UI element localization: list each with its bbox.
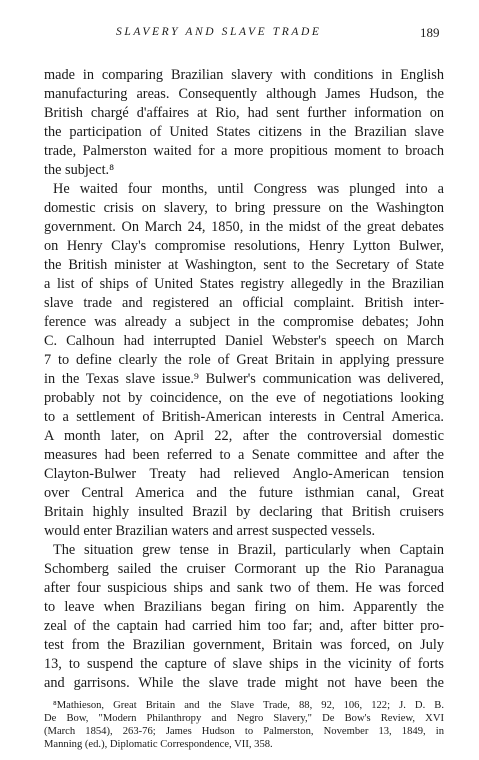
body-line: Britain highly insulted Brazil by declaring that British cruisers — [44, 504, 444, 520]
body-line: C. Calhoun had interrupted Daniel Webster's speech on March — [44, 333, 444, 349]
body-line: and garrisons. While the slave trade might not have been the — [44, 675, 444, 691]
body-line: domestic crisis on slavery, to bring pressure on the Washington — [44, 200, 444, 216]
body-line: Clayton-Bulwer Treaty had relieved Anglo-American tension — [44, 466, 444, 482]
body-line: slave trade and registered an official complaint. British inter- — [44, 295, 444, 311]
body-line: He waited four months, until Congress was plunged into a — [53, 181, 444, 197]
body-line: would enter Brazilian waters and arrest suspected vessels. — [44, 523, 376, 539]
body-line: the participation of United States citizens in the Brazilian slave — [44, 124, 444, 140]
body-line: on Henry Clay's compromise resolutions, Henry Lytton Bulwer, — [44, 238, 444, 254]
body-line: 7 to define clearly the role of Great Britain in applying pressure — [44, 352, 444, 368]
footnote-line: (March 1854), 263-76; James Hudson to Palmerston, November 13, 1849, in — [44, 726, 444, 737]
body-line: after four suspicious ships and sank two of them. He was forced — [44, 580, 444, 596]
running-head — [0, 26, 479, 46]
body-line: the British minister at Washington, sent to the Secretary of State — [44, 257, 444, 273]
body-line: in the Texas slave issue.⁹ Bulwer's communication was delivered, — [44, 371, 444, 387]
body-line: a list of ships of United States registry allegedly in the Brazilian — [44, 276, 444, 292]
footnote-line: De Bow, "Modern Philanthropy and Negro Slavery," De Bow's Review, XVI — [44, 713, 444, 724]
body-line: Schomberg sailed the cruiser Cormorant up the Rio Paranagua — [44, 561, 444, 577]
body-line: ference was already a subject in the compromise debates; John — [44, 314, 444, 330]
body-line: The situation grew tense in Brazil, particularly when Captain — [53, 542, 444, 558]
body-line: test from the Brazilian government, Britain was forced, on July — [44, 637, 444, 653]
body-line: to leave when Brazilians began firing on him. Apparently the — [44, 599, 444, 615]
body-line: A month later, on April 22, after the controversial domestic — [44, 428, 444, 444]
body-line: trade, Palmerston waited for a more propitious moment to broach — [44, 143, 444, 159]
body-line: manufacturing areas. Consequently although James Hudson, the — [44, 86, 444, 102]
body-line: zeal of the captain had carried him too far; and, after bitter pro- — [44, 618, 444, 634]
body-line: to a settlement of British-American interests in Central America. — [44, 409, 444, 425]
body-line: over Central America and the future isthmian canal, Great — [44, 485, 444, 501]
body-line: 13, to suspend the capture of slave ships in the vicinity of forts — [44, 656, 444, 672]
body-line: British chargé d'affaires at Rio, had sent further information on — [44, 105, 444, 121]
body-line: government. On March 24, 1850, in the midst of the great debates — [44, 219, 444, 235]
running-head-title: SLAVERY AND SLAVE TRADE — [116, 26, 322, 38]
body-line: the subject.⁸ — [44, 162, 115, 178]
footnote-line: Manning (ed.), Diplomatic Correspondence, VII, 358. — [44, 739, 273, 750]
body-line: measures had been referred to a Senate committee and after the — [44, 447, 444, 463]
page-number: 189 — [420, 25, 440, 40]
body-line: probably not by coincidence, on the eve of negotiations looking — [44, 390, 444, 406]
body-line: made in comparing Brazilian slavery with conditions in English — [44, 67, 444, 83]
footnote-line: ⁸Mathieson, Great Britain and the Slave Trade, 88, 92, 106, 122; J. D. B. — [53, 700, 444, 711]
